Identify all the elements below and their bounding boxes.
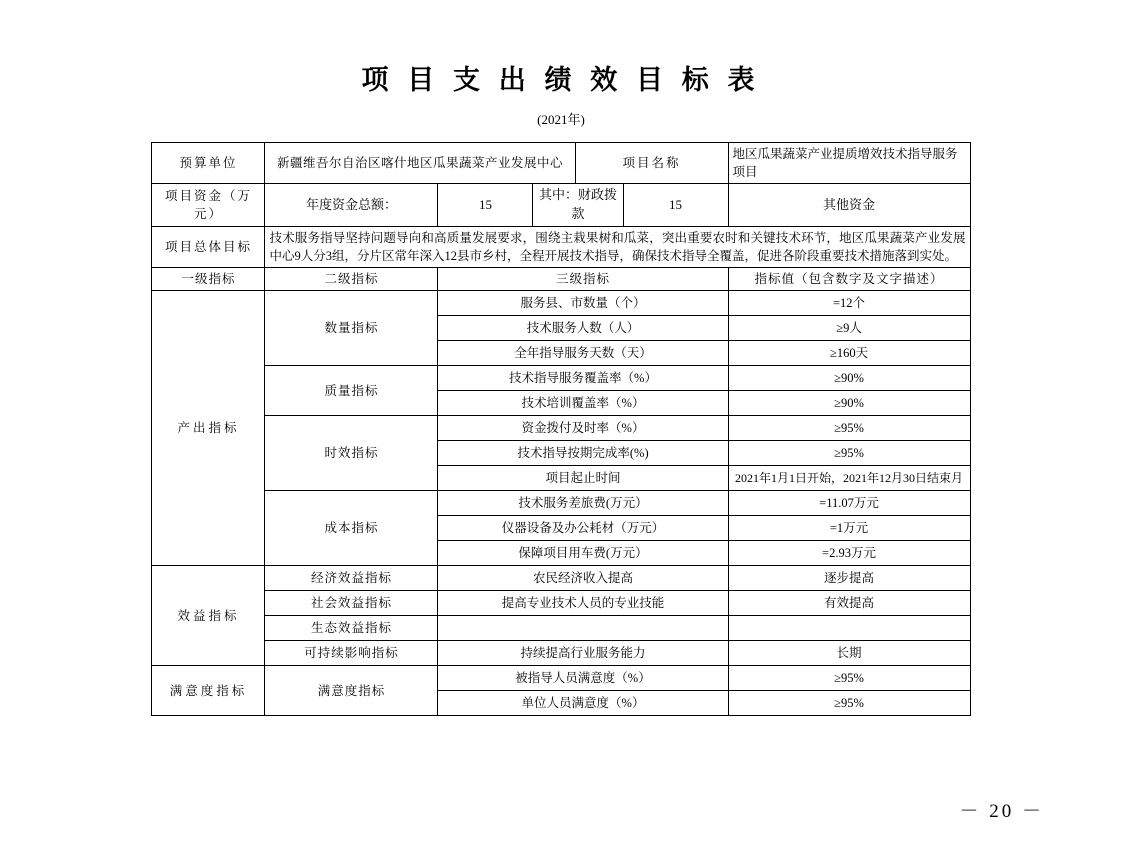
budget-unit-label: 预算单位 [152, 143, 265, 184]
table-row [152, 291, 970, 316]
fiscal-appropriation-label: 其中：财政拨款 [533, 184, 623, 227]
table-row [152, 366, 970, 391]
indicator-name: 仪器设备及办公耗材（万元） [438, 516, 728, 541]
group-label-quantity: 数量指标 [265, 291, 438, 366]
indicator-name: 技术指导按期完成率(%) [438, 441, 728, 466]
table-row [152, 566, 970, 591]
indicator-name [438, 616, 728, 641]
indicator-value: =11.07万元 [728, 491, 970, 516]
indicator-name: 农民经济收入提高 [438, 566, 728, 591]
indicator-value: ≥90% [728, 366, 970, 391]
fiscal-appropriation-value: 15 [623, 184, 728, 227]
project-fund-label: 项目资金（万元） [152, 184, 265, 227]
section-label-output: 产出指标 [152, 291, 265, 566]
indicator-value: ≥95% [728, 666, 970, 691]
table-row [152, 591, 970, 616]
indicator-value [728, 616, 970, 641]
indicator-value: 长期 [728, 641, 970, 666]
project-name-value: 地区瓜果蔬菜产业提质增效技术指导服务项目 [728, 143, 970, 184]
table-row [152, 616, 970, 641]
header-level3: 三级指标 [438, 268, 728, 291]
indicator-name: 服务县、市数量（个） [438, 291, 728, 316]
group-label-quality: 质量指标 [265, 366, 438, 416]
header-level1: 一级指标 [152, 268, 265, 291]
annual-fund-label: 年度资金总额： [265, 184, 438, 227]
group-label-satisfaction: 满意度指标 [265, 666, 438, 716]
indicator-name: 单位人员满意度（%） [438, 691, 728, 716]
group-label-ecological: 生态效益指标 [265, 616, 438, 641]
group-label-timeliness: 时效指标 [265, 416, 438, 491]
project-name-label: 项目名称 [575, 143, 728, 184]
section-label-satisfaction: 满意度指标 [152, 666, 265, 716]
budget-unit-value: 新疆维吾尔自治区喀什地区瓜果蔬菜产业发展中心 [265, 143, 575, 184]
indicator-value: ≥95% [728, 416, 970, 441]
table-row [152, 416, 970, 441]
performance-goal-table [151, 142, 970, 716]
table-row-overall-goal [152, 226, 970, 267]
indicator-value: =1万元 [728, 516, 970, 541]
indicator-name: 技术培训覆盖率（%） [438, 391, 728, 416]
indicator-name: 项目起止时间 [438, 466, 728, 491]
indicator-value: =2.93万元 [728, 541, 970, 566]
group-label-sustainable: 可持续影响指标 [265, 641, 438, 666]
indicator-name: 被指导人员满意度（%） [438, 666, 728, 691]
page-subtitle: (2021年) [537, 112, 585, 127]
group-label-social: 社会效益指标 [265, 591, 438, 616]
section-label-benefit: 效益指标 [152, 566, 265, 666]
table-row-project-fund [152, 184, 970, 227]
other-fund-label: 其他资金 [728, 184, 970, 227]
document-page [0, 58, 1122, 851]
group-label-economic: 经济效益指标 [265, 566, 438, 591]
indicator-value: ≥90% [728, 391, 970, 416]
indicator-name: 提高专业技术人员的专业技能 [438, 591, 728, 616]
table-row [152, 666, 970, 691]
overall-goal-text: 技术服务指导坚持问题导向和高质量发展要求，围绕主栽果树和瓜菜，突出重要农时和关键技术环节，地区瓜果蔬菜产业发展中心9人分3组，分片区常年深入12县市乡村，全程开展技术指导，确保技术指导全覆盖，促进各阶段重要技术措施落到实处。 [265, 226, 970, 267]
group-label-cost: 成本指标 [265, 491, 438, 566]
header-value: 指标值（包含数字及文字描述） [728, 268, 970, 291]
annual-fund-value: 15 [438, 184, 533, 227]
indicator-name: 保障项目用车费(万元） [438, 541, 728, 566]
table-row-budget-unit [152, 143, 970, 184]
indicator-value: ≥9人 [728, 316, 970, 341]
table-row [152, 491, 970, 516]
indicator-name: 全年指导服务天数（天） [438, 341, 728, 366]
table-row [152, 641, 970, 666]
indicator-value: ≥95% [728, 441, 970, 466]
indicator-name: 技术指导服务覆盖率（%） [438, 366, 728, 391]
page-number: － 20 － [959, 801, 1044, 822]
indicator-name: 持续提高行业服务能力 [438, 641, 728, 666]
header-level2: 二级指标 [265, 268, 438, 291]
table-header-row [152, 268, 970, 291]
indicator-name: 资金拨付及时率（%） [438, 416, 728, 441]
indicator-value: ≥95% [728, 691, 970, 716]
indicator-name: 技术服务人数（人） [438, 316, 728, 341]
indicator-value: 逐步提高 [728, 566, 970, 591]
indicator-value: =12个 [728, 291, 970, 316]
indicator-value: 有效提高 [728, 591, 970, 616]
indicator-value: ≥160天 [728, 341, 970, 366]
indicator-name: 技术服务差旅费(万元） [438, 491, 728, 516]
indicator-value: 2021年1月1日开始，2021年12月30日结束月 [728, 466, 970, 491]
overall-goal-label: 项目总体目标 [152, 226, 265, 267]
page-title: 项 目 支 出 绩 效 目 标 表 [361, 65, 761, 95]
